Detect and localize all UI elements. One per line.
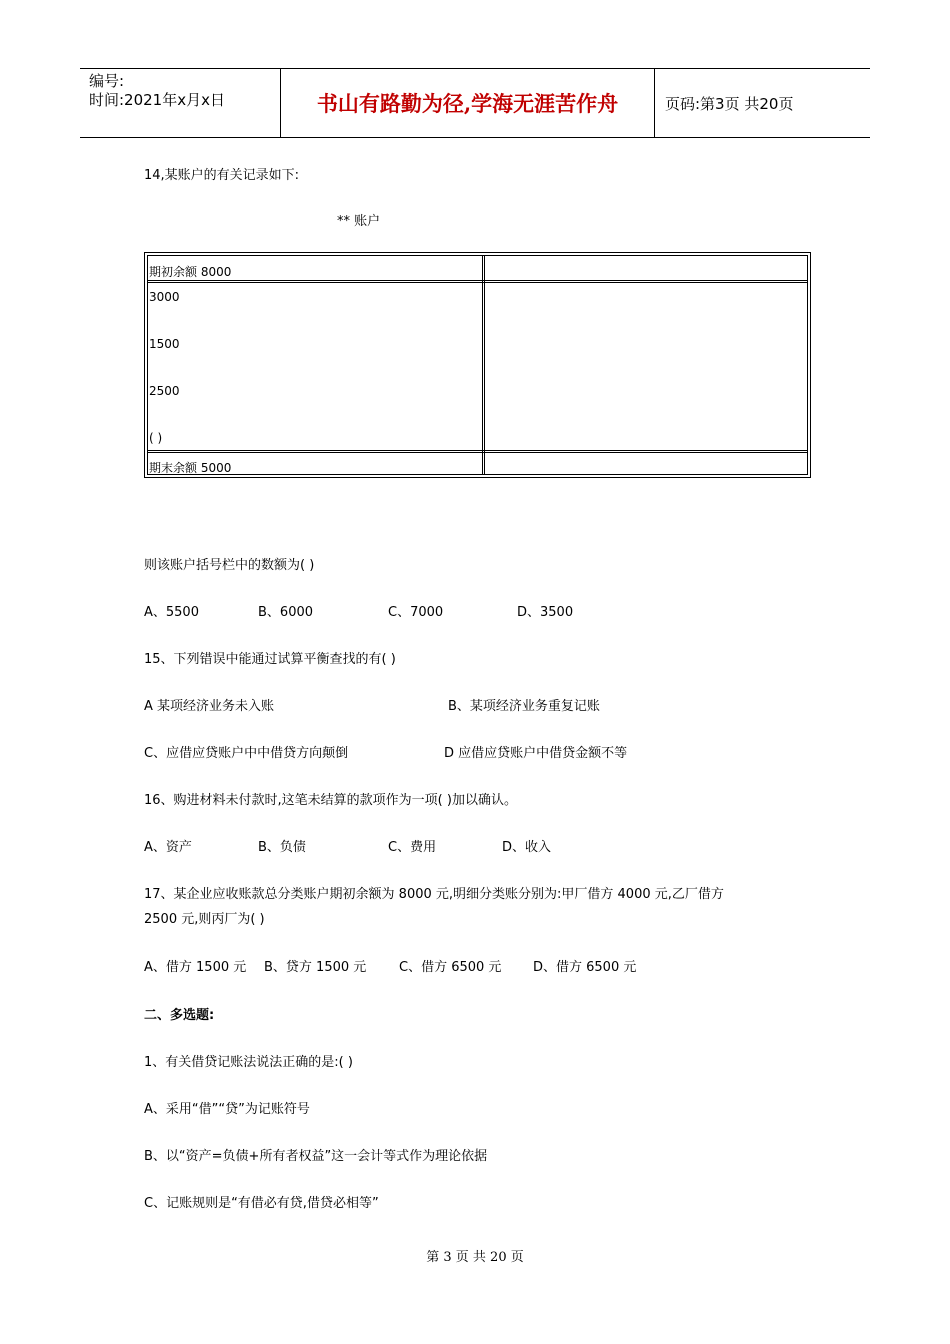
- ledger-closing: 期末余额 5000: [149, 461, 232, 475]
- ledger-divider-bottom: [148, 450, 807, 453]
- q17-option-a: A、借方 1500 元: [144, 960, 247, 975]
- mq1-option-b: B、以“资产=负债+所有者权益”这一会计等式作为理论依据: [144, 1149, 488, 1164]
- q17-option-d: D、借方 6500 元: [533, 960, 637, 975]
- header-meta: [80, 69, 281, 137]
- q17-stem-line2: 2500 元,则丙厂为( ): [144, 912, 265, 927]
- ledger-divider-vertical: [482, 256, 485, 474]
- ledger-entry: 1500: [149, 337, 180, 351]
- mq1-stem: 1、有关借贷记账法说法正确的是:( ): [144, 1055, 353, 1070]
- header-page-label: 页码:第3页 共20页: [665, 94, 794, 113]
- q14-option-b: B、6000: [258, 605, 314, 620]
- q15-stem: 15、下列错误中能通过试算平衡查找的有( ): [144, 652, 396, 667]
- q16-stem: 16、购进材料未付款时,这笔未结算的款项作为一项( )加以确认。: [144, 793, 517, 808]
- q16-option-b: B、负债: [258, 840, 306, 855]
- number-label: 编号:: [89, 72, 125, 90]
- mq1-option-a: A、采用“借”“贷”为记账符号: [144, 1102, 310, 1117]
- q17-stem-line1: 17、某企业应收账款总分类账户期初余额为 8000 元,明细分类账分别为:甲厂借方 4000 元,乙厂借方: [144, 887, 724, 902]
- mq1-option-c: C、记账规则是“有借必有贷,借贷必相等”: [144, 1196, 379, 1211]
- q15-option-a: A 某项经济业务未入账: [144, 699, 275, 714]
- q14-option-a: A、5500: [144, 605, 199, 620]
- ledger-opening: 期初余额 8000: [149, 265, 232, 279]
- q14-option-d: D、3500: [517, 605, 574, 620]
- account-title: ** 账户: [337, 214, 381, 229]
- q14-option-c: C、7000: [388, 605, 444, 620]
- q15-option-c: C、应借应贷账户中中借贷方向颠倒: [144, 746, 349, 761]
- q16-option-c: C、费用: [388, 840, 437, 855]
- q14-question: 则该账户括号栏中的数额为( ): [144, 558, 315, 573]
- ledger-entry: 3000: [149, 290, 180, 304]
- time-label: 时间:2021年x月x日: [89, 91, 225, 109]
- page-header: [80, 68, 870, 138]
- ledger-divider-top: [148, 280, 807, 283]
- ledger-entry-blank: ( ): [149, 431, 163, 445]
- ledger-entry: 2500: [149, 384, 180, 398]
- section-title: 二、多选题:: [144, 1008, 215, 1023]
- header-motto: 书山有路勤为径,学海无涯苦作舟: [281, 69, 655, 137]
- page-footer: 第 3 页 共 20 页: [426, 1250, 524, 1265]
- t-account-ledger: [144, 252, 811, 478]
- q15-option-d: D 应借应贷账户中借贷金额不等: [444, 746, 628, 761]
- q16-option-d: D、收入: [502, 840, 552, 855]
- q14-stem: 14,某账户的有关记录如下:: [144, 168, 300, 183]
- q17-option-b: B、贷方 1500 元: [264, 960, 367, 975]
- q16-option-a: A、资产: [144, 840, 192, 855]
- q15-option-b: B、某项经济业务重复记账: [448, 699, 600, 714]
- q17-option-c: C、借方 6500 元: [399, 960, 502, 975]
